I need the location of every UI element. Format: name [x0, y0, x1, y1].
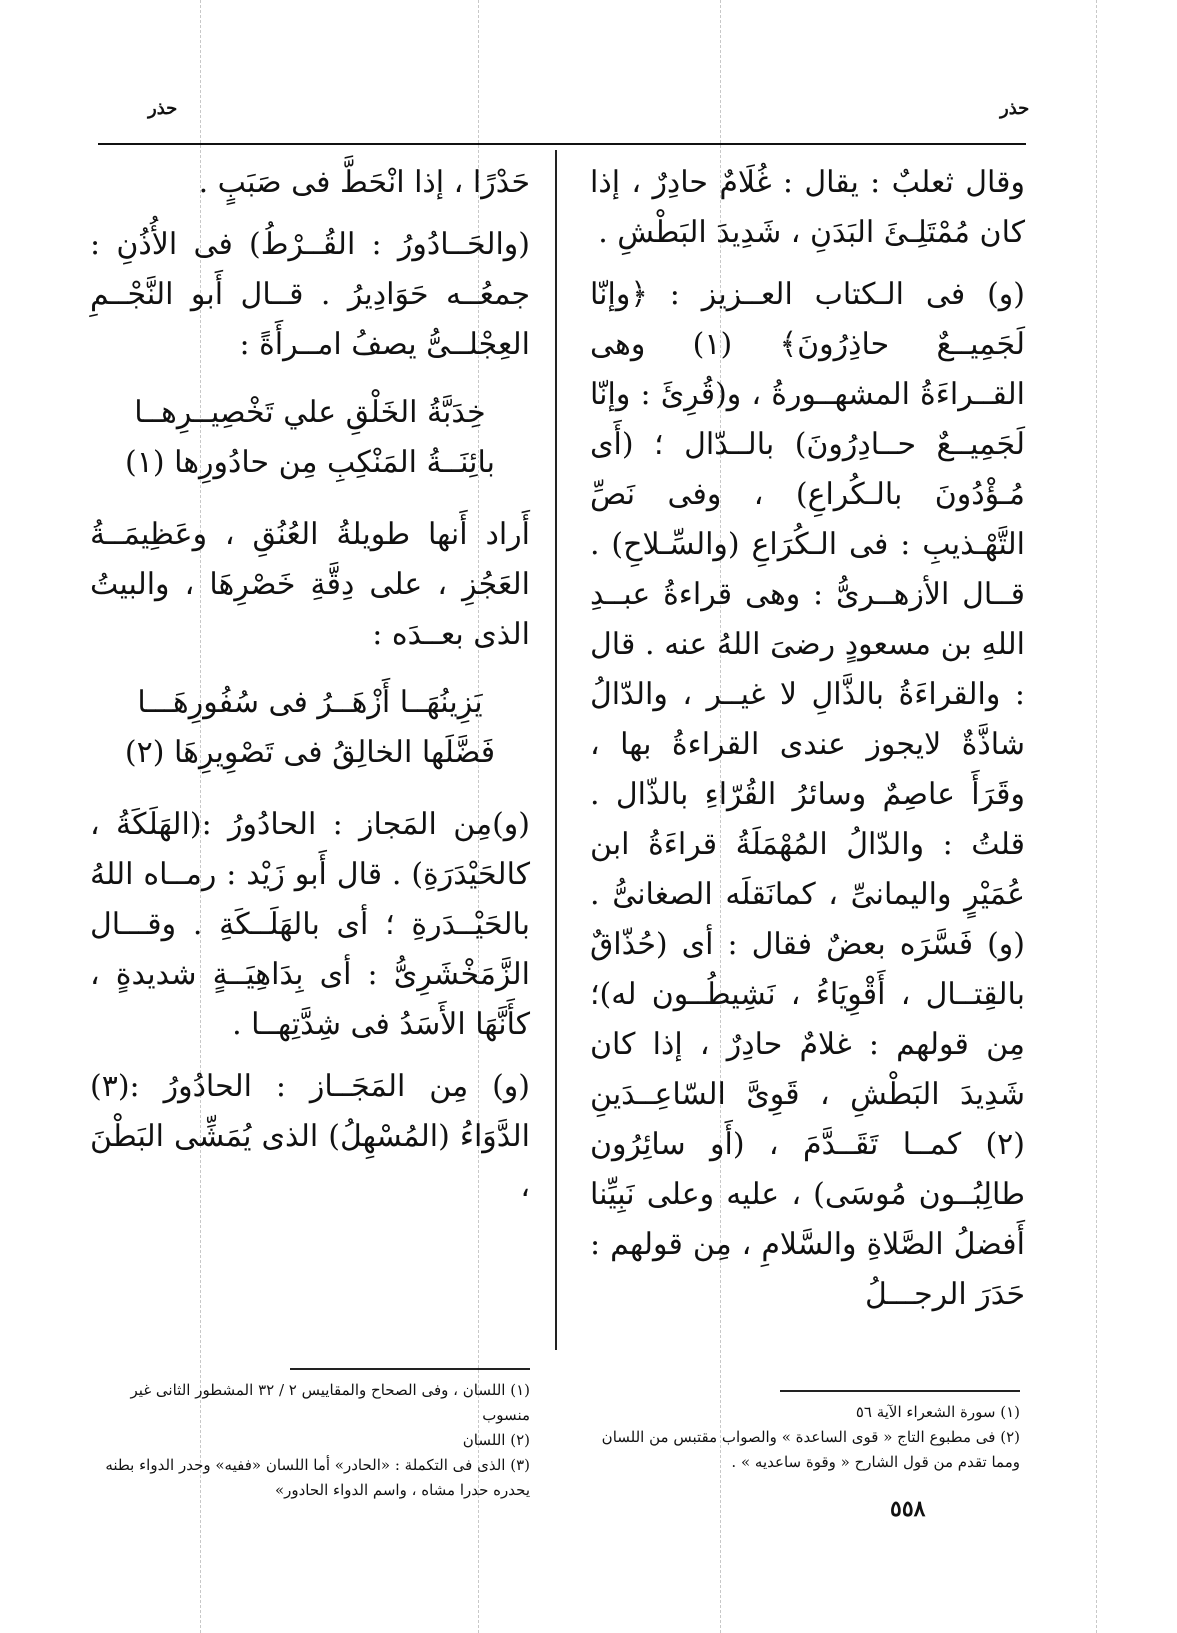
running-head-right: حذر: [1000, 98, 1030, 119]
header-rule: [98, 143, 1026, 145]
left-column: [90, 158, 530, 1224]
left-paragraph-4: (و)مِن المَجاز : الحادُورُ :(الهَلَكَةُ ، كالحَيْدَرَةِ) . قال أَبو زَيْد : رمــاه اللهُ بالحَيْــدَرةِ ؛ أى بالهَلَــكَةِ . وقـــال الزَّمَخْشَرِىُّ : أى بِدَاهِيَــةٍ شديدةٍ ، كأَنَّهَا الأَسَدُ فى شِدَّتِهــا .: [90, 807, 530, 1042]
right-paragraph-2: (و) فى الـكتاب العــزيز : ﴿وإنّا لَجَمِيــعٌ حاذِرُونَ﴾ (١) وهى القــراءَةُ المشهــورةُ ، و(قُرِئَ : وإنّا لَجَمِيــعٌ حــادِرُونَ) بالــدّال ؛ (أَى مُـؤْدُونَ بالـكُراعِ) ، وفى نَصِّ التَّهْـذيبِ : فى الـكُرَاعِ (والسِّـلاحِ) . قــال الأزهــرىُّ : وهى قراءةُ عبــدِ اللهِ بن مسعودٍ رضىَ اللهُ عنه . قال : والقراءَةُ بالذَّالِ لا غيــر ، والدّالُ شاذَّةٌ لايجوز عندى القراءةُ بها ، وقَرَأَ عاصِمٌ وسائرُ القُرّاءِ بالذّال . قلتُ : والدّالُ المُهْمَلَةُ قراءَةُ ابن عُمَيْرٍ واليمانىِّ ، كمانَقلَه الصغانىُّ . (و) فَسَّرَه بعضٌ فقال : أى (حُذّاقٌ بالقِتــال ، أَقْوِيَاءُ ، نَشِيطُــون له)؛ مِن قولهم : غلامٌ حادِرٌ ، إذا كان شَدِيدَ البَطْشِ ، قَوِىَّ السّاعِــدَينِ (٢) كمــا تَقَــدَّمَ ، (أَو سائِرُون طالِبُــون مُوسَى) ، عليه وعلى نَبِيِّنا أَفضلُ الصَّلاةِ والسَّلامِ ، مِن قولهم : حَدَرَ الرجـــلُ: [590, 277, 1025, 1312]
scan-guide-line: [1096, 0, 1097, 1633]
left-paragraph-2: (والحَــادُورُ : القُــرْطُ) فى الأُذُنِ : جمعُــه حَوَادِيرُ . قــال أَبو النَّجْــمِ العِجْلــىُّ يصفُ امــرأَةً :: [90, 227, 530, 362]
verse-line: خِدَبَّةُ الخَلْقِ علي تَخْصِيــرِهــا: [134, 395, 486, 430]
verse-block-2: [90, 678, 530, 778]
verse-block-1: [90, 388, 530, 488]
running-head-left: حذر: [148, 98, 178, 119]
page-number: ٥٥٨: [890, 1496, 926, 1522]
footnote-rule-left: [290, 1368, 530, 1370]
left-paragraph-1: حَدْرًا ، إذا انْحَطَّ فى صَبَبٍ .: [198, 165, 530, 200]
footnotes-left: [90, 1378, 530, 1503]
footnote: (٢) فى مطبوع التاج « قوى الساعدة » والصواب مقتبس من اللسان ومما تقدم من قول الشارح « وقوة ساعديه » .: [601, 1428, 1020, 1471]
footnote: (١) اللسان ، وفى الصحاح والمقاييس ٢ / ٣٢ المشطور الثانى غير منسوب: [130, 1381, 530, 1424]
left-paragraph-3: أَراد أَنها طويلةُ العُنُقِ ، وعَظِيمَــةُ العَجُزِ ، على دِقَّةِ خَصْرِهَا ، والبيتُ الذى بعــدَه :: [90, 517, 530, 652]
footnotes-right: [590, 1400, 1020, 1475]
column-divider: [555, 150, 557, 1350]
right-paragraph-1: وقال ثعلبٌ : يقال : غُلَامٌ حادِرٌ ، إذا كان مُمْتَلِـئَ البَدَنِ ، شَدِيدَ البَطْشِ .: [590, 165, 1025, 250]
footnote: (١) سورة الشعراء الآية ٥٦: [855, 1403, 1020, 1421]
left-paragraph-5: (و) مِن المَجَــاز : الحادُورُ :(٣) الدَّوَاءُ (المُسْهِلُ) الذى يُمَشِّى البَطْنَ ،: [90, 1069, 530, 1204]
verse-line: يَزِينُهَــا أَزْهَــرُ فى سُفُورِهَـــا: [137, 685, 483, 720]
verse-line: فَضَّلَها الخالِقُ فى تَصْوِيرِهَا (٢): [124, 735, 496, 770]
verse-line: بائِنَــةُ المَنْكِبِ مِن حادُورِها (١): [124, 445, 496, 480]
footnote: (٢) اللسان: [462, 1431, 530, 1449]
footnote: (٣) الذى فى التكملة : «الحادر» أما اللسان «ففيه» وحدر الدواء بطنه يحدره حدرا مشاه ، واسم الدواء الحادور»: [105, 1456, 530, 1499]
right-column: [590, 158, 1025, 1332]
footnote-rule-right: [780, 1390, 1020, 1392]
